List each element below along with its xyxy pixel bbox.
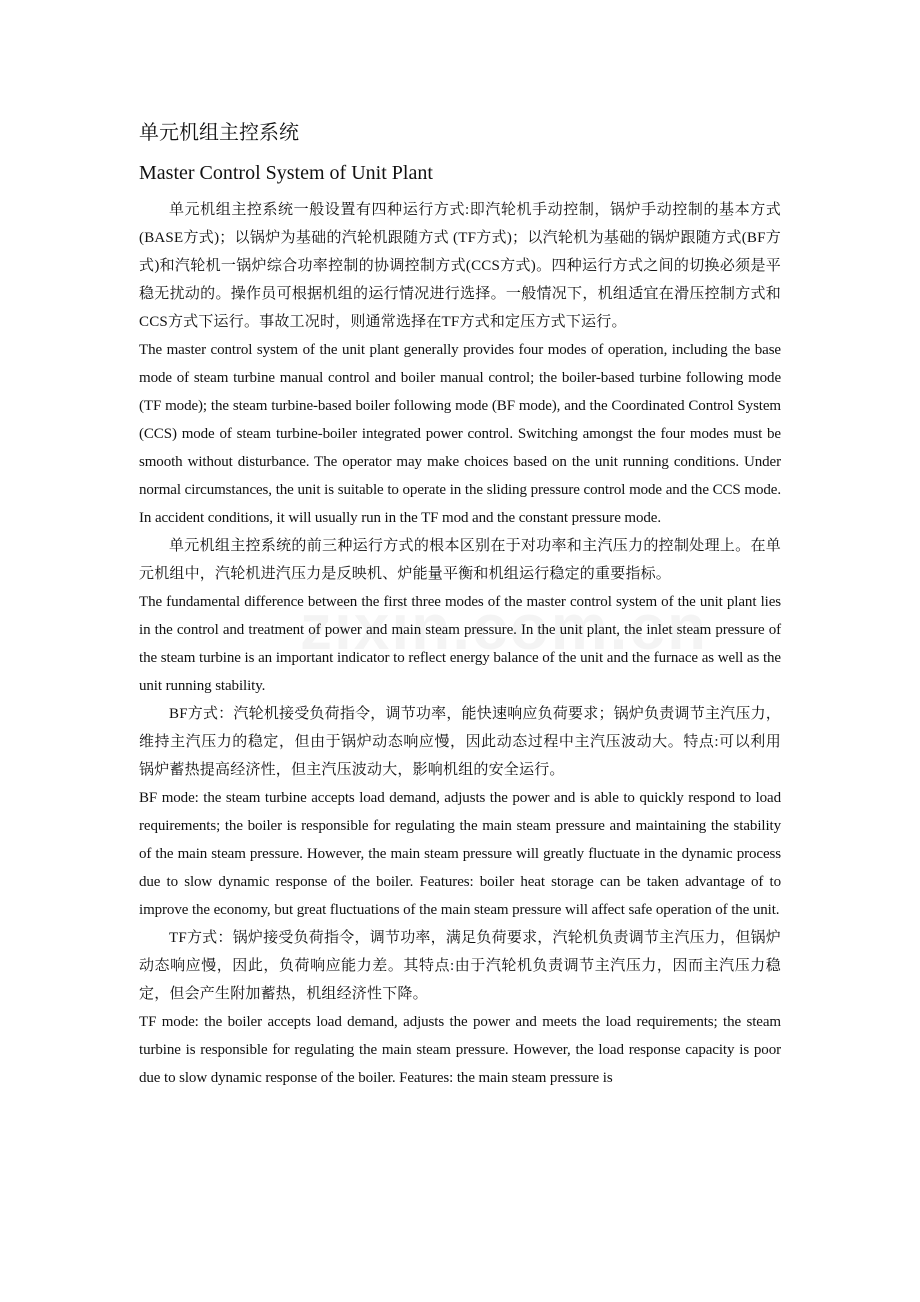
paragraph-cn-modes: 单元机组主控系统一般设置有四种运行方式:即汽轮机手动控制，锅炉手动控制的基本方式(BASE方式)；以锅炉为基础的汽轮机跟随方式 (TF方式)；以汽轮机为基础的锅炉跟随方式(BF方式)和汽轮机一锅炉综合功率控制的协调控制方式(CCS方式)。四种运行方式之间的切换必须是平稳无扰动的。操作员可根据机组的运行情况进行选择。一般情况下，机组适宜在滑压控制方式和CCS方式下运行。事故工况时，则通常选择在TF方式和定压方式下运行。 [139, 202, 781, 330]
paragraph-cn-bf-mode: BF方式：汽轮机接受负荷指令，调节功率，能快速响应负荷要求；锅炉负责调节主汽压力，维持主汽压力的稳定，但由于锅炉动态响应慢，因此动态过程中主汽压波动大。特点:可以利用锅炉蓄热提高经济性，但主汽压波动大，影响机组的安全运行。 [139, 706, 781, 778]
title-chinese: 单元机组主控系统 [139, 122, 299, 144]
title-english: Master Control System of Unit Plant [139, 162, 433, 184]
paragraph-cn-tf-mode: TF方式：锅炉接受负荷指令，调节功率，满足负荷要求，汽轮机负责调节主汽压力，但锅炉动态响应慢，因此，负荷响应能力差。其特点:由于汽轮机负责调节主汽压力，因而主汽压力稳定，但会产生附加蓄热，机组经济性下降。 [139, 930, 781, 1002]
paragraph-en-difference: The fundamental difference between the first three modes of the master control system of the unit plant lies in the control and treatment of power and main steam pressure. In the unit plant, the inlet steam pressure of the steam turbine is an important indicator to reflect energy balance of the unit and the furnace as well as the unit running stability. [139, 594, 781, 694]
paragraph-en-bf-mode: BF mode: the steam turbine accepts load demand, adjusts the power and is able to quickly respond to load requirements; the boiler is responsible for regulating the main steam pressure and maintaining the stability of the main steam pressure. However, the main steam pressure will greatly fluctuate in the dynamic process due to slow dynamic response of the boiler. Features: boiler heat storage can be taken advantage of to improve the economy, but great fluctuations of the main steam pressure will affect safe operation of the unit. [139, 790, 781, 918]
paragraph-en-modes: The master control system of the unit plant generally provides four modes of operation, including the base mode of steam turbine manual control and boiler manual control; the boiler-based turbine following mode (TF mode); the steam turbine-based boiler following mode (BF mode), and the Coordinated Control System (CCS) mode of steam turbine-boiler integrated power control. Switching amongst the four modes must be smooth without disturbance. The operator may make choices based on the unit running conditions. Under normal circumstances, the unit is suitable to operate in the sliding pressure control mode and the CCS mode. In accident conditions, it will usually run in the TF mod and the constant pressure mode. [139, 342, 781, 526]
document-body [139, 118, 781, 1092]
paragraph-cn-difference: 单元机组主控系统的前三种运行方式的根本区别在于对功率和主汽压力的控制处理上。在单元机组中，汽轮机进汽压力是反映机、炉能量平衡和机组运行稳定的重要指标。 [139, 538, 781, 582]
paragraph-en-tf-mode: TF mode: the boiler accepts load demand, adjusts the power and meets the load requirements; the steam turbine is responsible for regulating the main steam pressure. However, the load response capacity is poor due to slow dynamic response of the boiler. Features: the main steam pressure is [139, 1014, 781, 1086]
